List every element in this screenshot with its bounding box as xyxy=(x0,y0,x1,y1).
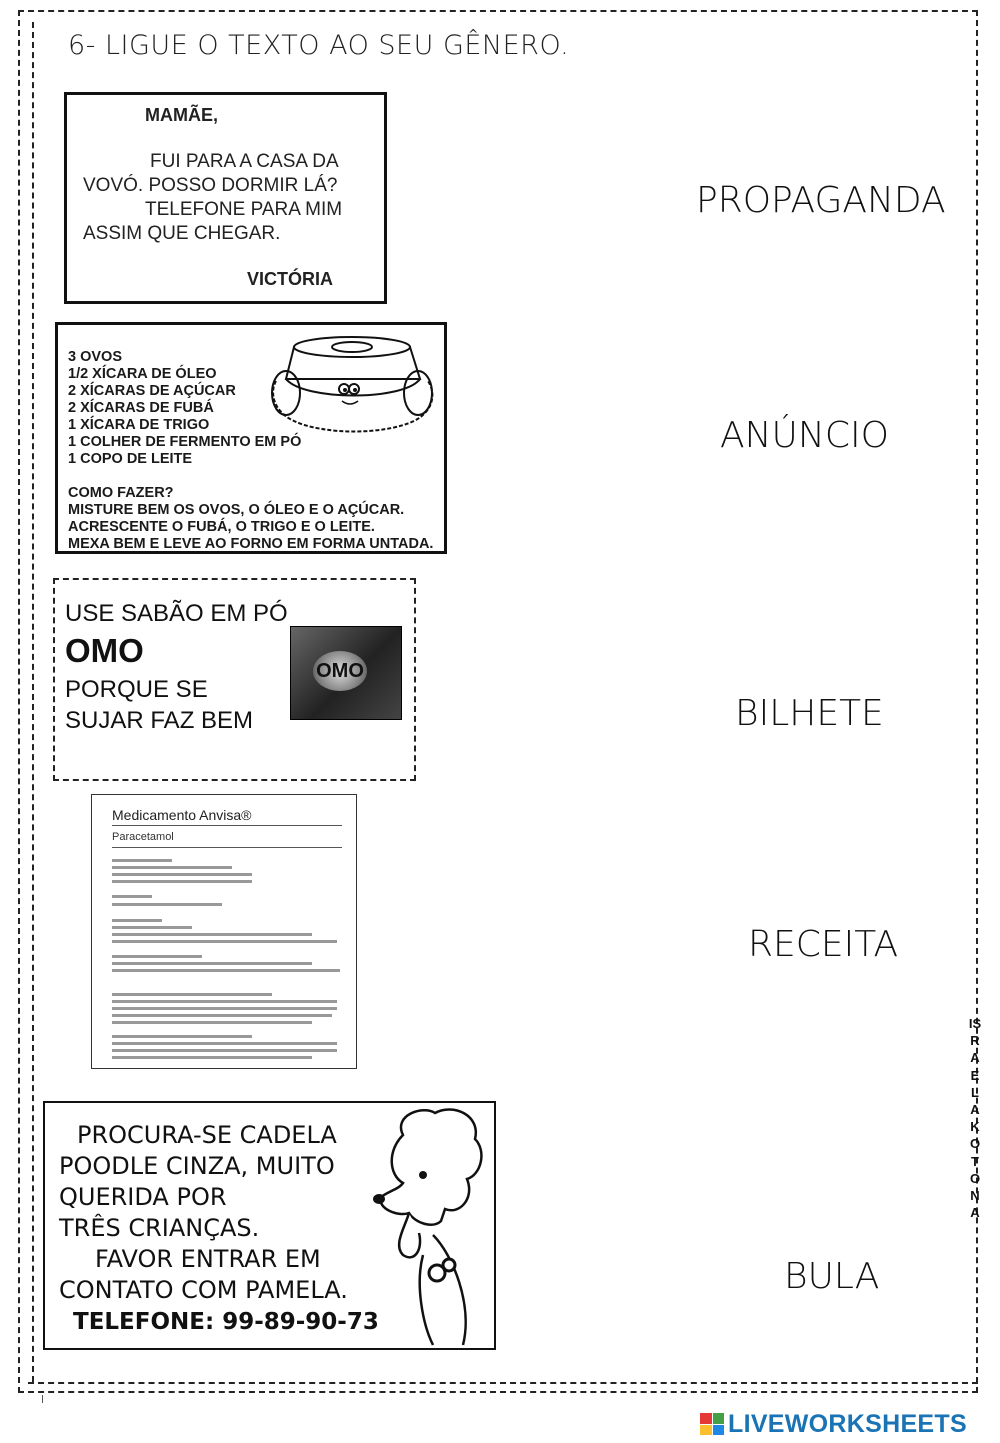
ingredient: 1 XÍCARA DE TRIGO xyxy=(68,417,210,433)
detergent-pack-image xyxy=(290,626,402,720)
note-line: VOVÓ. POSSO DORMIR LÁ? xyxy=(83,175,338,196)
bottom-dashed-line xyxy=(28,1382,978,1384)
liveworksheets-icon xyxy=(700,1413,724,1435)
genre-label-bula[interactable]: BULA xyxy=(784,1256,880,1297)
method-step: MISTURE BEM OS OVOS, O ÓLEO E O AÇÚCAR. xyxy=(68,502,405,518)
ad-line: PORQUE SE xyxy=(65,676,208,703)
liveworksheets-logo[interactable] xyxy=(700,1410,967,1438)
fine-print xyxy=(112,926,192,929)
note-line: TELEFONE PARA MIM xyxy=(145,199,343,220)
ingredient: 1 COLHER DE FERMENTO EM PÓ xyxy=(68,434,302,450)
fine-print xyxy=(112,969,340,972)
classified-line: FAVOR ENTRAR EM xyxy=(95,1245,321,1273)
note-line: FUI PARA A CASA DA xyxy=(150,151,339,172)
text-box-anuncio[interactable] xyxy=(43,1101,496,1350)
fine-print xyxy=(112,859,172,862)
classified-phone: TELEFONE: 99-89-90-73 xyxy=(73,1309,379,1335)
brand-name: LIVEWORKSHEETS xyxy=(728,1409,967,1438)
fine-print xyxy=(112,962,312,965)
genre-label-anuncio[interactable]: ANÚNCIO xyxy=(720,415,889,456)
fine-print xyxy=(112,940,337,943)
fine-print xyxy=(112,1021,312,1024)
bula-title: Medicamento Anvisa® xyxy=(112,807,252,823)
divider xyxy=(112,825,342,826)
fine-print xyxy=(112,903,222,906)
ad-line: SUJAR FAZ BEM xyxy=(65,707,254,734)
exercise-title: 6- LIGUE O TEXTO AO SEU GÊNERO. xyxy=(68,30,570,61)
method-step: MEXA BEM E LEVE AO FORNO EM FORMA UNTADA. xyxy=(68,536,434,552)
divider xyxy=(112,847,342,848)
poodle-icon xyxy=(363,1105,493,1349)
ingredient: 1 COPO DE LEITE xyxy=(68,451,193,467)
classified-line: QUERIDA POR xyxy=(59,1183,227,1211)
author-vertical: ISRAELA KOTONA xyxy=(968,1016,982,1221)
fine-print xyxy=(112,919,162,922)
fine-print xyxy=(112,933,312,936)
text-box-bilhete[interactable] xyxy=(64,92,387,304)
text-box-bula[interactable] xyxy=(91,794,357,1069)
fine-print xyxy=(112,866,232,869)
fine-print xyxy=(112,955,202,958)
classified-line: CONTATO COM PAMELA. xyxy=(59,1276,348,1304)
note-line: ASSIM QUE CHEGAR. xyxy=(83,223,281,244)
fine-print xyxy=(112,1000,337,1003)
method-step: ACRESCENTE O FUBÁ, O TRIGO E O LEITE. xyxy=(68,519,375,535)
fine-print xyxy=(112,873,252,876)
fine-print xyxy=(112,880,252,883)
classified-line: PROCURA-SE CADELA xyxy=(77,1121,337,1149)
margin-tick xyxy=(42,1395,43,1403)
fine-print xyxy=(112,1007,337,1010)
fine-print xyxy=(112,1049,337,1052)
ingredient: 3 OVOS xyxy=(68,349,122,365)
ingredient: 2 XÍCARAS DE AÇÚCAR xyxy=(68,383,236,399)
ingredient: 1/2 XÍCARA DE ÓLEO xyxy=(68,366,217,382)
text-box-receita[interactable] xyxy=(55,322,447,554)
fine-print xyxy=(112,895,152,898)
genre-label-propaganda[interactable]: PROPAGANDA xyxy=(696,180,946,221)
classified-line: POODLE CINZA, MUITO xyxy=(59,1152,335,1180)
fine-print xyxy=(112,1056,312,1059)
note-signature: VICTÓRIA xyxy=(247,269,334,289)
omo-logo: OMO xyxy=(313,651,367,691)
classified-line: TRÊS CRIANÇAS. xyxy=(59,1214,260,1242)
note-greeting: MAMÃE, xyxy=(145,105,218,125)
ingredient: 2 XÍCARAS DE FUBÁ xyxy=(68,400,214,416)
ad-brand: OMO xyxy=(65,632,144,669)
bula-subtitle: Paracetamol xyxy=(112,831,174,843)
genre-label-receita[interactable]: RECEITA xyxy=(748,924,899,965)
fine-print xyxy=(112,993,272,996)
fine-print xyxy=(112,1035,252,1038)
genre-label-bilhete[interactable]: BILHETE xyxy=(735,693,884,734)
method-heading: COMO FAZER? xyxy=(68,485,174,501)
fine-print xyxy=(112,1014,332,1017)
cake-icon xyxy=(264,331,440,439)
ad-line: USE SABÃO EM PÓ xyxy=(65,600,288,627)
fine-print xyxy=(112,1042,337,1045)
